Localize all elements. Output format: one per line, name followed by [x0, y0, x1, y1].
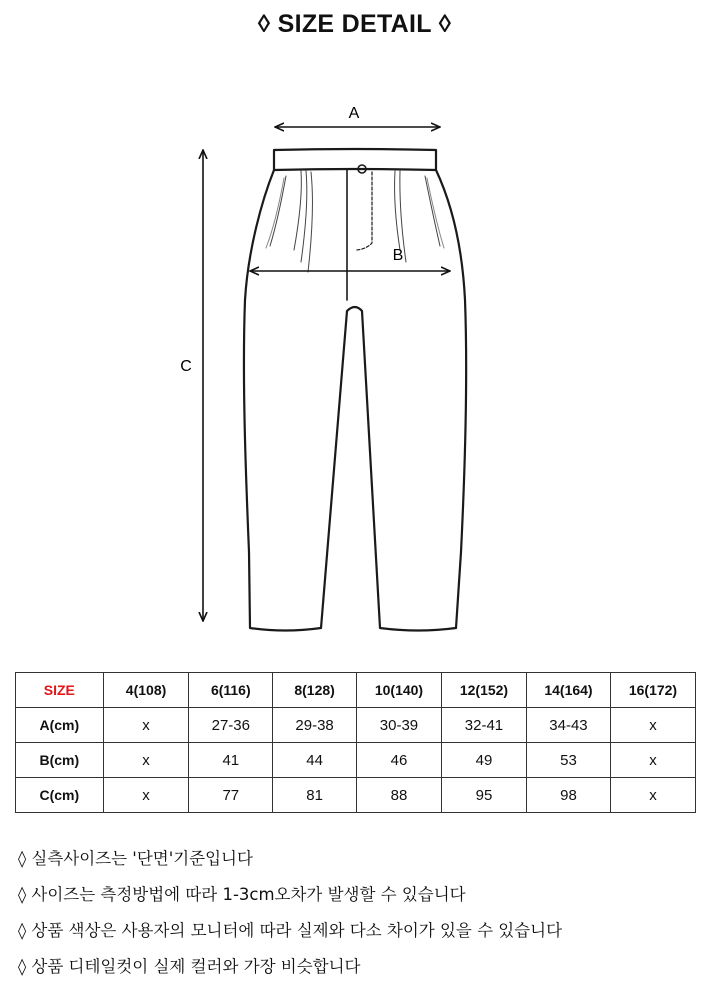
row-label: B(cm) [16, 743, 104, 778]
note-item: ◊ 실측사이즈는 '단면'기준입니다 [18, 849, 253, 868]
table-cell: 29-38 [273, 708, 357, 743]
table-cell: 41 [189, 743, 273, 778]
note-item: ◊ 사이즈는 측정방법에 따라 1-3cm오차가 발생할 수 있습니다 [18, 885, 466, 904]
table-cell: 77 [189, 778, 273, 813]
table-row [16, 743, 696, 778]
page-title: ◊ SIZE DETAIL ◊ [257, 10, 452, 38]
size-column-header: 16(172) [610, 673, 695, 708]
size-column-header: 12(152) [441, 673, 526, 708]
table-cell: 27-36 [189, 708, 273, 743]
size-column-header: 6(116) [189, 673, 273, 708]
note-item: ◊ 상품 색상은 사용자의 모니터에 따라 실제와 다소 차이가 있을 수 있습니다 [18, 921, 563, 940]
dimension-c-label: C [180, 358, 192, 375]
pants-outline [244, 149, 466, 631]
row-label: C(cm) [16, 778, 104, 813]
table-cell: 44 [273, 743, 357, 778]
table-cell: x [610, 708, 695, 743]
table-cell: 53 [526, 743, 610, 778]
pants-size-diagram [0, 80, 709, 650]
table-cell: 30-39 [356, 708, 441, 743]
table-cell: 49 [441, 743, 526, 778]
table-cell: 32-41 [441, 708, 526, 743]
table-cell: 34-43 [526, 708, 610, 743]
table-cell: 81 [273, 778, 357, 813]
note-item: ◊ 상품 디테일컷이 실제 컬러와 가장 비슷합니다 [18, 957, 361, 976]
pants-details [266, 171, 444, 272]
size-column-header: 4(108) [103, 673, 189, 708]
table-row [16, 708, 696, 743]
size-header-row [16, 673, 696, 708]
table-cell: x [103, 708, 189, 743]
size-header-label: SIZE [16, 673, 104, 708]
notes-list [18, 846, 562, 990]
row-label: A(cm) [16, 708, 104, 743]
table-cell: x [610, 743, 695, 778]
table-cell: 98 [526, 778, 610, 813]
size-column-header: 8(128) [273, 673, 357, 708]
table-cell: 95 [441, 778, 526, 813]
table-cell: x [103, 778, 189, 813]
table-cell: x [610, 778, 695, 813]
table-cell: 46 [356, 743, 441, 778]
dimension-b-label: B [392, 247, 404, 264]
size-column-header: 14(164) [526, 673, 610, 708]
table-cell: 88 [356, 778, 441, 813]
table-row [16, 778, 696, 813]
dimension-a-label: A [348, 105, 360, 122]
size-column-header: 10(140) [356, 673, 441, 708]
table-cell: x [103, 743, 189, 778]
size-table [15, 672, 696, 813]
